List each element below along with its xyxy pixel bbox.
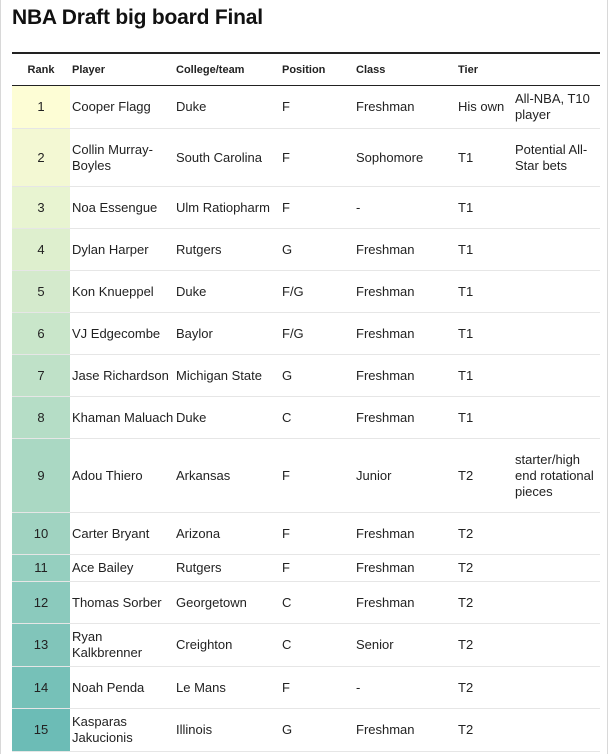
- position-cell: F: [280, 555, 354, 582]
- table-row: [12, 313, 600, 355]
- tier-cell: T2: [456, 439, 513, 513]
- rank-cell: 9: [12, 439, 70, 513]
- position-cell: C: [280, 397, 354, 439]
- college-cell: Duke: [174, 397, 280, 439]
- rank-cell: 2: [12, 129, 70, 187]
- class-cell: Freshman: [354, 313, 456, 355]
- tier-cell: T2: [456, 582, 513, 624]
- college-cell: Rutgers: [174, 229, 280, 271]
- tier-cell: T2: [456, 513, 513, 555]
- note-cell: [513, 667, 600, 709]
- big-board-table: [12, 52, 600, 752]
- tier-cell: T2: [456, 667, 513, 709]
- table-row: [12, 129, 600, 187]
- col-header-rank: Rank: [12, 53, 70, 86]
- tier-cell: T2: [456, 709, 513, 752]
- class-cell: Freshman: [354, 582, 456, 624]
- position-cell: G: [280, 229, 354, 271]
- table-row: [12, 439, 600, 513]
- rank-cell: 8: [12, 397, 70, 439]
- college-cell: Georgetown: [174, 582, 280, 624]
- player-cell: Adou Thiero: [70, 439, 174, 513]
- position-cell: C: [280, 582, 354, 624]
- player-cell: Jase Richardson: [70, 355, 174, 397]
- player-cell: Ace Bailey: [70, 555, 174, 582]
- rank-cell: 1: [12, 86, 70, 129]
- note-cell: [513, 555, 600, 582]
- player-cell: Thomas Sorber: [70, 582, 174, 624]
- tier-cell: T2: [456, 555, 513, 582]
- note-cell: [513, 513, 600, 555]
- college-cell: Creighton: [174, 624, 280, 667]
- col-header-position: Position: [280, 53, 354, 86]
- player-cell: Kasparas Jakucionis: [70, 709, 174, 752]
- class-cell: Freshman: [354, 709, 456, 752]
- class-cell: -: [354, 187, 456, 229]
- tier-cell: T1: [456, 271, 513, 313]
- college-cell: Duke: [174, 86, 280, 129]
- tier-cell: His own: [456, 86, 513, 129]
- class-cell: Freshman: [354, 271, 456, 313]
- college-cell: Michigan State: [174, 355, 280, 397]
- college-cell: Arizona: [174, 513, 280, 555]
- note-cell: Potential All-Star bets: [513, 129, 600, 187]
- table-row: [12, 667, 600, 709]
- note-cell: [513, 355, 600, 397]
- player-cell: Khaman Maluach: [70, 397, 174, 439]
- rank-cell: 5: [12, 271, 70, 313]
- college-cell: Rutgers: [174, 555, 280, 582]
- player-cell: Collin Murray-Boyles: [70, 129, 174, 187]
- college-cell: Arkansas: [174, 439, 280, 513]
- position-cell: F/G: [280, 271, 354, 313]
- note-cell: [513, 582, 600, 624]
- page-title: NBA Draft big board Final: [12, 6, 263, 29]
- col-header-tier: Tier: [456, 53, 513, 86]
- tier-cell: T1: [456, 397, 513, 439]
- table-row: [12, 187, 600, 229]
- note-cell: [513, 313, 600, 355]
- rank-cell: 4: [12, 229, 70, 271]
- rank-cell: 3: [12, 187, 70, 229]
- class-cell: Sophomore: [354, 129, 456, 187]
- rank-cell: 14: [12, 667, 70, 709]
- note-cell: All-NBA, T10 player: [513, 86, 600, 129]
- class-cell: Junior: [354, 439, 456, 513]
- college-cell: Le Mans: [174, 667, 280, 709]
- position-cell: F: [280, 129, 354, 187]
- col-header-college: College/team: [174, 53, 280, 86]
- tier-cell: T1: [456, 129, 513, 187]
- player-cell: Noah Penda: [70, 667, 174, 709]
- position-cell: G: [280, 355, 354, 397]
- rank-cell: 15: [12, 709, 70, 752]
- class-cell: Freshman: [354, 86, 456, 129]
- position-cell: F: [280, 187, 354, 229]
- class-cell: Freshman: [354, 555, 456, 582]
- table-row: [12, 513, 600, 555]
- college-cell: Ulm Ratiopharm: [174, 187, 280, 229]
- tier-cell: T1: [456, 229, 513, 271]
- player-cell: Kon Knueppel: [70, 271, 174, 313]
- table-row: [12, 355, 600, 397]
- position-cell: G: [280, 709, 354, 752]
- note-cell: [513, 709, 600, 752]
- note-cell: [513, 229, 600, 271]
- note-cell: starter/high end rotational pieces: [513, 439, 600, 513]
- rank-cell: 7: [12, 355, 70, 397]
- college-cell: Illinois: [174, 709, 280, 752]
- table-row: [12, 624, 600, 667]
- table-row: [12, 86, 600, 129]
- table-row: [12, 229, 600, 271]
- note-cell: [513, 397, 600, 439]
- position-cell: F: [280, 439, 354, 513]
- table-header-row: [12, 53, 600, 86]
- player-cell: Ryan Kalkbrenner: [70, 624, 174, 667]
- rank-cell: 13: [12, 624, 70, 667]
- class-cell: Freshman: [354, 229, 456, 271]
- rank-cell: 11: [12, 555, 70, 582]
- tier-cell: T1: [456, 313, 513, 355]
- rank-cell: 12: [12, 582, 70, 624]
- col-header-player: Player: [70, 53, 174, 86]
- table-row: [12, 397, 600, 439]
- position-cell: F: [280, 667, 354, 709]
- tier-cell: T1: [456, 187, 513, 229]
- position-cell: F: [280, 513, 354, 555]
- rank-cell: 6: [12, 313, 70, 355]
- class-cell: Freshman: [354, 397, 456, 439]
- tier-cell: T2: [456, 624, 513, 667]
- player-cell: Noa Essengue: [70, 187, 174, 229]
- player-cell: Cooper Flagg: [70, 86, 174, 129]
- table-row: [12, 555, 600, 582]
- player-cell: Dylan Harper: [70, 229, 174, 271]
- class-cell: -: [354, 667, 456, 709]
- table-row: [12, 582, 600, 624]
- col-header-class: Class: [354, 53, 456, 86]
- college-cell: Duke: [174, 271, 280, 313]
- class-cell: Senior: [354, 624, 456, 667]
- position-cell: F/G: [280, 313, 354, 355]
- note-cell: [513, 624, 600, 667]
- col-header-note: [513, 53, 600, 86]
- position-cell: F: [280, 86, 354, 129]
- tier-cell: T1: [456, 355, 513, 397]
- position-cell: C: [280, 624, 354, 667]
- player-cell: Carter Bryant: [70, 513, 174, 555]
- table-row: [12, 709, 600, 752]
- class-cell: Freshman: [354, 355, 456, 397]
- college-cell: South Carolina: [174, 129, 280, 187]
- player-cell: VJ Edgecombe: [70, 313, 174, 355]
- college-cell: Baylor: [174, 313, 280, 355]
- note-cell: [513, 187, 600, 229]
- note-cell: [513, 271, 600, 313]
- rank-cell: 10: [12, 513, 70, 555]
- class-cell: Freshman: [354, 513, 456, 555]
- table-row: [12, 271, 600, 313]
